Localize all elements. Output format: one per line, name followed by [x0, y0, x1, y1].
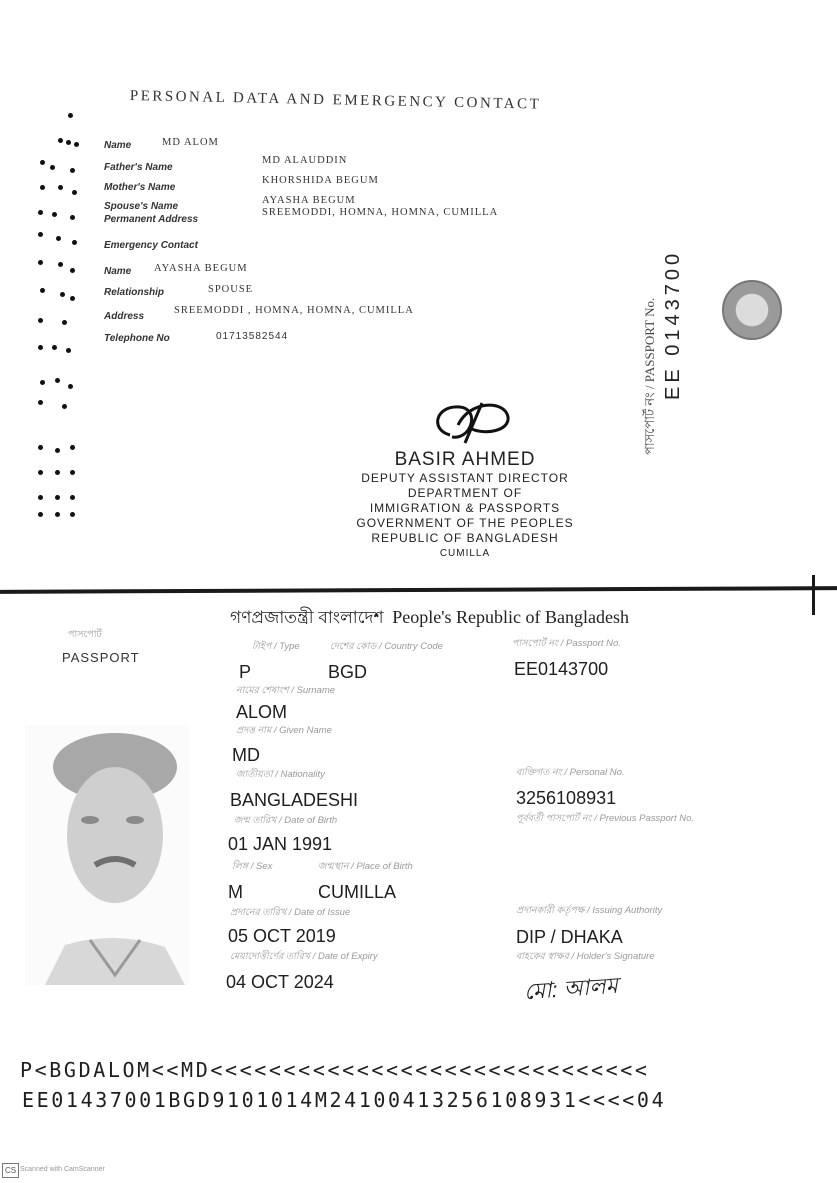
holder-signature-label: বাহকের স্বাক্ষর / Holder's Signature — [516, 951, 655, 962]
permanent-address-label: Permanent Address — [104, 214, 199, 225]
dob-label: জন্ম তারিখ / Date of Birth — [234, 815, 338, 826]
issuing-authority-value: DIP / DHAKA — [516, 927, 623, 947]
country-code-value: BGD — [328, 662, 368, 682]
signatory-line: REPUBLIC OF BANGLADESH — [371, 531, 559, 545]
personal-no-value: 3256108931 — [516, 788, 617, 808]
vertical-passport-value: EE 0143700 — [662, 249, 684, 400]
emergency-name-value: AYASHA BEGUM — [154, 263, 248, 274]
signatory-line: CUMILLA — [439, 548, 491, 559]
father-name-label: Father's Name — [104, 162, 173, 173]
nationality-value: BANGLADESHI — [230, 790, 359, 810]
official-signature-icon — [410, 395, 520, 455]
type-value: P — [239, 662, 252, 682]
holder-photo — [25, 725, 190, 985]
personal-no-label: ব্যক্তিগত নং / Personal No. — [516, 767, 625, 778]
doc-word-bn: পাসপোর্ট — [68, 629, 102, 640]
place-of-birth-value: CUMILLA — [318, 882, 397, 902]
signatory-name: BASIR AHMED — [394, 449, 536, 470]
emergency-contact-heading: Emergency Contact — [104, 240, 198, 251]
telephone-label: Telephone No — [104, 333, 170, 344]
signatory-line: IMMIGRATION & PASSPORTS — [369, 501, 561, 515]
spouse-name-value: AYASHA BEGUM — [262, 195, 356, 206]
dob-value: 01 JAN 1991 — [228, 834, 333, 854]
mother-name-label: Mother's Name — [104, 182, 176, 193]
relationship-label: Relationship — [104, 287, 165, 298]
passport-no-label: পাসপোর্ট নং / Passport No. — [512, 638, 621, 649]
country-name-bn: গণপ্রজাতন্ত্রী বাংলাদেশ — [230, 608, 384, 627]
type-label: টাইপ / Type — [252, 641, 300, 652]
issue-date-label: প্রদানের তারিখ / Date of Issue — [230, 907, 351, 918]
previous-passport-label: পূর্ববর্তী পাসপোর্ট নং / Previous Passport No. — [516, 813, 695, 824]
sex-label: লিঙ্গ / Sex — [232, 861, 273, 872]
camscanner-logo: CS — [2, 1163, 19, 1178]
country-title — [230, 605, 629, 633]
permanent-address-value: SREEMODDI, HOMNA, HOMNA, CUMILLA — [262, 207, 499, 218]
signatory-line: DEPARTMENT OF — [407, 486, 523, 500]
personal-data-page — [0, 0, 837, 590]
place-of-birth-label: জন্মস্থান / Place of Birth — [318, 861, 413, 872]
vertical-passport-label: পাসপোর্ট নং / PASSPORT No. — [642, 297, 657, 455]
scanner-watermark: Scanned with CamScanner — [20, 1166, 105, 1173]
country-name-en: People's Republic of Bangladesh — [392, 607, 629, 627]
name-label: Name — [104, 140, 132, 151]
emergency-address-label: Address — [104, 311, 145, 322]
relationship-value: SPOUSE — [208, 284, 254, 295]
expiry-date-label: মেয়াদোত্তীর্ণের তারিখ / Date of Expiry — [230, 951, 378, 962]
spouse-name-label: Spouse's Name — [104, 201, 179, 212]
telephone-value: 01713582544 — [216, 331, 289, 342]
nationality-label: জাতীয়তা / Nationality — [236, 769, 325, 780]
father-name-value: MD ALAUDDIN — [262, 155, 348, 166]
page-title: PERSONAL DATA AND EMERGENCY CONTACT — [129, 88, 542, 113]
surname-value: ALOM — [236, 702, 288, 722]
government-seal-icon — [722, 280, 782, 340]
name-value: MD ALOM — [162, 137, 219, 148]
sex-value: M — [228, 882, 243, 902]
mrz-line-1: P<BGDALOM<<MD<<<<<<<<<<<<<<<<<<<<<<<<<<<<<< — [20, 1058, 650, 1082]
holder-signature: মো: আলম — [523, 972, 619, 1005]
surname-label: নামের শেষাংশ / Surname — [236, 685, 336, 696]
expiry-date-value: 04 OCT 2024 — [226, 972, 334, 992]
mother-name-value: KHORSHIDA BEGUM — [262, 175, 379, 186]
emergency-name-label: Name — [104, 266, 132, 277]
vertical-passport-number — [640, 215, 700, 455]
mrz-line-2: EE01437001BGD9101014M2410041325610893​1<<<<04 — [22, 1088, 667, 1112]
given-name-value: MD — [232, 745, 260, 765]
signatory-line: GOVERNMENT OF THE PEOPLES — [356, 516, 574, 530]
passport-no-value: EE0143700 — [514, 659, 609, 679]
emergency-address-value: SREEMODDI , HOMNA, HOMNA, CUMILLA — [174, 305, 414, 316]
issuing-authority-label: প্রদানকারী কর্তৃপক্ষ / Issuing Authority — [516, 905, 663, 916]
signatory-line: DEPUTY ASSISTANT DIRECTOR — [361, 471, 569, 485]
passport-word: PASSPORT — [62, 650, 140, 665]
given-name-label: প্রদত্ত নাম / Given Name — [236, 725, 332, 736]
official-signature-block — [330, 395, 600, 561]
country-code-label: দেশের কোড / Country Code — [330, 641, 443, 652]
issue-date-value: 05 OCT 2019 — [228, 926, 336, 946]
